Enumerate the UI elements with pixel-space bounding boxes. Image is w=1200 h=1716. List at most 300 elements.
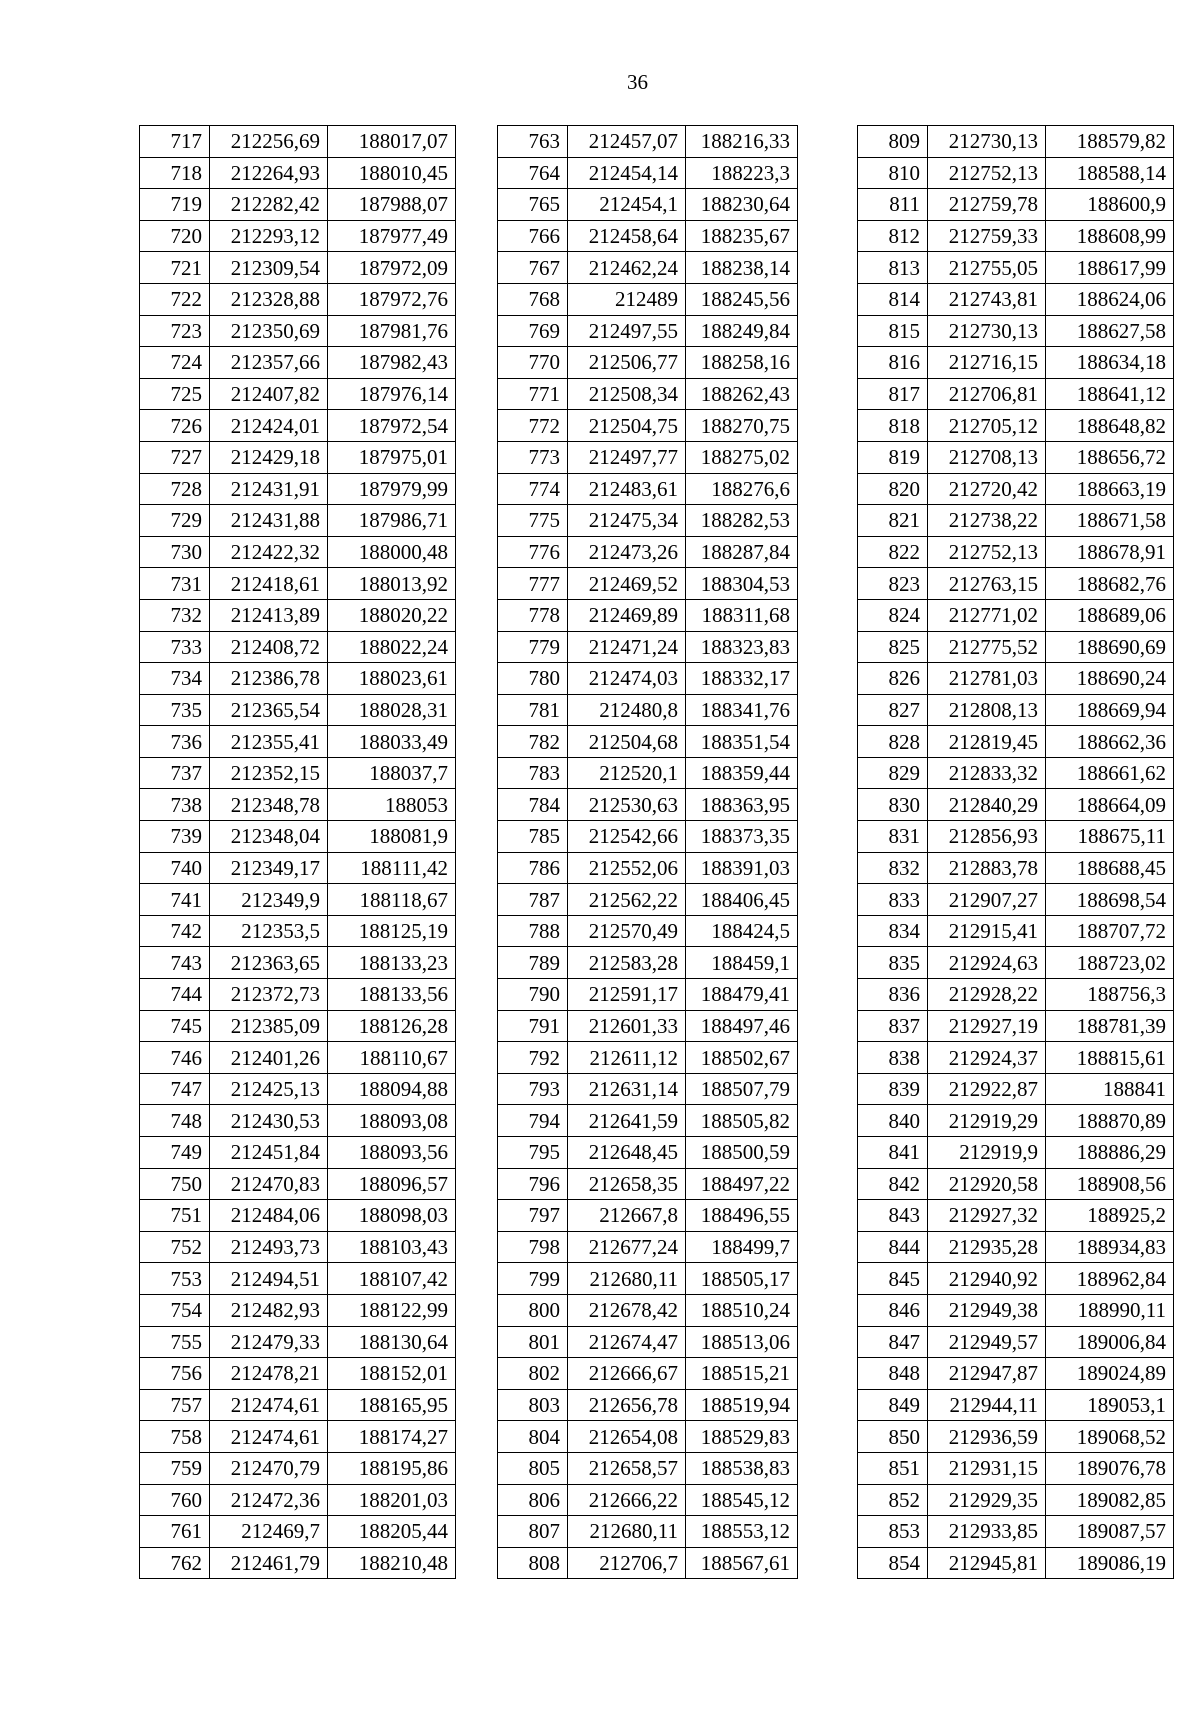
point-number-cell: 836 — [858, 979, 928, 1011]
y-coordinate-cell: 188479,41 — [686, 979, 798, 1011]
point-number-cell: 823 — [858, 568, 928, 600]
table-row — [498, 1326, 798, 1358]
point-number-cell: 839 — [858, 1073, 928, 1105]
table-row — [858, 947, 1174, 979]
table-row — [498, 220, 798, 252]
point-number-cell: 851 — [858, 1452, 928, 1484]
table-row — [140, 441, 456, 473]
table-row — [498, 1073, 798, 1105]
y-coordinate-cell: 188195,86 — [328, 1452, 456, 1484]
point-number-cell: 755 — [140, 1326, 210, 1358]
y-coordinate-cell: 188424,5 — [686, 915, 798, 947]
y-coordinate-cell: 188275,02 — [686, 441, 798, 473]
point-number-cell: 852 — [858, 1484, 928, 1516]
point-number-cell: 820 — [858, 473, 928, 505]
x-coordinate-cell: 212520,1 — [568, 757, 686, 789]
table-row — [140, 663, 456, 695]
point-number-cell: 833 — [858, 884, 928, 916]
table-row — [140, 1042, 456, 1074]
x-coordinate-cell: 212601,33 — [568, 1010, 686, 1042]
point-number-cell: 825 — [858, 631, 928, 663]
y-coordinate-cell: 188406,45 — [686, 884, 798, 916]
table-row — [140, 189, 456, 221]
table-row — [858, 821, 1174, 853]
table-row — [858, 1358, 1174, 1390]
point-number-cell: 776 — [498, 536, 568, 568]
point-number-cell: 738 — [140, 789, 210, 821]
point-number-cell: 744 — [140, 979, 210, 1011]
point-number-cell: 761 — [140, 1516, 210, 1548]
y-coordinate-cell: 187981,76 — [328, 315, 456, 347]
x-coordinate-cell: 212408,72 — [210, 631, 328, 663]
table-row — [140, 1294, 456, 1326]
x-coordinate-cell: 212716,15 — [928, 347, 1046, 379]
table-row — [858, 757, 1174, 789]
point-number-cell: 846 — [858, 1294, 928, 1326]
point-number-cell: 806 — [498, 1484, 568, 1516]
x-coordinate-cell: 212552,06 — [568, 852, 686, 884]
y-coordinate-cell: 188094,88 — [328, 1073, 456, 1105]
y-coordinate-cell: 188174,27 — [328, 1421, 456, 1453]
x-coordinate-cell: 212641,59 — [568, 1105, 686, 1137]
point-number-cell: 733 — [140, 631, 210, 663]
table-row — [498, 915, 798, 947]
point-number-cell: 724 — [140, 347, 210, 379]
x-coordinate-cell: 212759,78 — [928, 189, 1046, 221]
x-coordinate-cell: 212949,57 — [928, 1326, 1046, 1358]
x-coordinate-cell: 212819,45 — [928, 726, 1046, 758]
point-number-cell: 730 — [140, 536, 210, 568]
point-number-cell: 781 — [498, 694, 568, 726]
table-row — [498, 1358, 798, 1390]
table-row — [858, 505, 1174, 537]
table-row — [858, 1231, 1174, 1263]
y-coordinate-cell: 188497,22 — [686, 1168, 798, 1200]
y-coordinate-cell: 188093,08 — [328, 1105, 456, 1137]
x-coordinate-cell: 212763,15 — [928, 568, 1046, 600]
x-coordinate-cell: 212674,47 — [568, 1326, 686, 1358]
y-coordinate-cell: 187976,14 — [328, 378, 456, 410]
x-coordinate-cell: 212706,81 — [928, 378, 1046, 410]
table-row — [498, 663, 798, 695]
y-coordinate-cell: 188641,12 — [1046, 378, 1174, 410]
point-number-cell: 819 — [858, 441, 928, 473]
table-row — [498, 252, 798, 284]
table-row — [858, 1326, 1174, 1358]
table-row — [498, 410, 798, 442]
point-number-cell: 789 — [498, 947, 568, 979]
table-row — [498, 1200, 798, 1232]
x-coordinate-cell: 212328,88 — [210, 283, 328, 315]
x-coordinate-cell: 212489 — [568, 283, 686, 315]
y-coordinate-cell: 188093,56 — [328, 1137, 456, 1169]
table-row — [498, 1516, 798, 1548]
y-coordinate-cell: 188238,14 — [686, 252, 798, 284]
x-coordinate-cell: 212386,78 — [210, 663, 328, 695]
x-coordinate-cell: 212413,89 — [210, 599, 328, 631]
table-row — [140, 220, 456, 252]
point-number-cell: 768 — [498, 283, 568, 315]
y-coordinate-cell: 188513,06 — [686, 1326, 798, 1358]
y-coordinate-cell: 188098,03 — [328, 1200, 456, 1232]
y-coordinate-cell: 188363,95 — [686, 789, 798, 821]
point-number-cell: 765 — [498, 189, 568, 221]
y-coordinate-cell: 188689,06 — [1046, 599, 1174, 631]
point-number-cell: 799 — [498, 1263, 568, 1295]
x-coordinate-cell: 212945,81 — [928, 1547, 1046, 1579]
x-coordinate-cell: 212759,33 — [928, 220, 1046, 252]
y-coordinate-cell: 188500,59 — [686, 1137, 798, 1169]
y-coordinate-cell: 188130,64 — [328, 1326, 456, 1358]
point-number-cell: 771 — [498, 378, 568, 410]
table-row — [858, 1168, 1174, 1200]
y-coordinate-cell: 188210,48 — [328, 1547, 456, 1579]
point-number-cell: 798 — [498, 1231, 568, 1263]
x-coordinate-cell: 212775,52 — [928, 631, 1046, 663]
point-number-cell: 834 — [858, 915, 928, 947]
table-row — [498, 1137, 798, 1169]
y-coordinate-cell: 188634,18 — [1046, 347, 1174, 379]
point-number-cell: 794 — [498, 1105, 568, 1137]
x-coordinate-cell: 212631,14 — [568, 1073, 686, 1105]
x-coordinate-cell: 212497,55 — [568, 315, 686, 347]
x-coordinate-cell: 212919,29 — [928, 1105, 1046, 1137]
table-row — [498, 157, 798, 189]
y-coordinate-cell: 188391,03 — [686, 852, 798, 884]
x-coordinate-cell: 212470,83 — [210, 1168, 328, 1200]
x-coordinate-cell: 212530,63 — [568, 789, 686, 821]
point-number-cell: 780 — [498, 663, 568, 695]
y-coordinate-cell: 188017,07 — [328, 126, 456, 158]
x-coordinate-cell: 212363,65 — [210, 947, 328, 979]
y-coordinate-cell: 188122,99 — [328, 1294, 456, 1326]
table-row — [140, 1547, 456, 1579]
x-coordinate-cell: 212430,53 — [210, 1105, 328, 1137]
x-coordinate-cell: 212407,82 — [210, 378, 328, 410]
y-coordinate-cell: 188311,68 — [686, 599, 798, 631]
table-row — [858, 1010, 1174, 1042]
x-coordinate-cell: 212282,42 — [210, 189, 328, 221]
x-coordinate-cell: 212928,22 — [928, 979, 1046, 1011]
table-row — [140, 315, 456, 347]
table-row — [140, 1484, 456, 1516]
x-coordinate-cell: 212350,69 — [210, 315, 328, 347]
x-coordinate-cell: 212919,9 — [928, 1137, 1046, 1169]
table-row — [858, 789, 1174, 821]
x-coordinate-cell: 212425,13 — [210, 1073, 328, 1105]
y-coordinate-cell: 188020,22 — [328, 599, 456, 631]
point-number-cell: 791 — [498, 1010, 568, 1042]
y-coordinate-cell: 188201,03 — [328, 1484, 456, 1516]
x-coordinate-cell: 212493,73 — [210, 1231, 328, 1263]
y-coordinate-cell: 188028,31 — [328, 694, 456, 726]
table-row — [858, 1294, 1174, 1326]
table-row — [498, 789, 798, 821]
table-row — [498, 631, 798, 663]
y-coordinate-cell: 188588,14 — [1046, 157, 1174, 189]
y-coordinate-cell: 187972,54 — [328, 410, 456, 442]
x-coordinate-cell: 212458,64 — [568, 220, 686, 252]
x-coordinate-cell: 212471,24 — [568, 631, 686, 663]
x-coordinate-cell: 212680,11 — [568, 1516, 686, 1548]
point-number-cell: 847 — [858, 1326, 928, 1358]
x-coordinate-cell: 212730,13 — [928, 126, 1046, 158]
point-number-cell: 830 — [858, 789, 928, 821]
table-row — [140, 1010, 456, 1042]
y-coordinate-cell: 188934,83 — [1046, 1231, 1174, 1263]
y-coordinate-cell: 188107,42 — [328, 1263, 456, 1295]
coordinates-table-2 — [497, 125, 798, 1579]
point-number-cell: 728 — [140, 473, 210, 505]
table-row — [140, 631, 456, 663]
table-row — [858, 852, 1174, 884]
y-coordinate-cell: 188133,56 — [328, 979, 456, 1011]
table-row — [498, 568, 798, 600]
point-number-cell: 769 — [498, 315, 568, 347]
table-row — [858, 599, 1174, 631]
y-coordinate-cell: 188245,56 — [686, 283, 798, 315]
x-coordinate-cell: 212348,78 — [210, 789, 328, 821]
point-number-cell: 719 — [140, 189, 210, 221]
point-number-cell: 725 — [140, 378, 210, 410]
table-row — [140, 789, 456, 821]
point-number-cell: 850 — [858, 1421, 928, 1453]
x-coordinate-cell: 212771,02 — [928, 599, 1046, 631]
table-row — [140, 1137, 456, 1169]
point-number-cell: 840 — [858, 1105, 928, 1137]
table-row — [498, 536, 798, 568]
y-coordinate-cell: 188781,39 — [1046, 1010, 1174, 1042]
table-row — [140, 505, 456, 537]
table-row — [140, 852, 456, 884]
y-coordinate-cell: 188037,7 — [328, 757, 456, 789]
y-coordinate-cell: 188205,44 — [328, 1516, 456, 1548]
x-coordinate-cell: 212497,77 — [568, 441, 686, 473]
point-number-cell: 793 — [498, 1073, 568, 1105]
x-coordinate-cell: 212349,9 — [210, 884, 328, 916]
y-coordinate-cell: 188373,35 — [686, 821, 798, 853]
y-coordinate-cell: 188690,24 — [1046, 663, 1174, 695]
y-coordinate-cell: 188223,3 — [686, 157, 798, 189]
x-coordinate-cell: 212454,14 — [568, 157, 686, 189]
x-coordinate-cell: 212365,54 — [210, 694, 328, 726]
y-coordinate-cell: 188262,43 — [686, 378, 798, 410]
x-coordinate-cell: 212933,85 — [928, 1516, 1046, 1548]
table-row — [140, 915, 456, 947]
point-number-cell: 757 — [140, 1389, 210, 1421]
y-coordinate-cell: 189087,57 — [1046, 1516, 1174, 1548]
y-coordinate-cell: 188010,45 — [328, 157, 456, 189]
table-row — [140, 410, 456, 442]
point-number-cell: 797 — [498, 1200, 568, 1232]
x-coordinate-cell: 212431,91 — [210, 473, 328, 505]
page-number: 36 — [627, 70, 648, 94]
x-coordinate-cell: 212418,61 — [210, 568, 328, 600]
point-number-cell: 785 — [498, 821, 568, 853]
y-coordinate-cell: 188617,99 — [1046, 252, 1174, 284]
table-row — [498, 441, 798, 473]
x-coordinate-cell: 212730,13 — [928, 315, 1046, 347]
table-row — [858, 410, 1174, 442]
table-row — [140, 283, 456, 315]
x-coordinate-cell: 212424,01 — [210, 410, 328, 442]
table-row — [140, 1105, 456, 1137]
y-coordinate-cell: 188756,3 — [1046, 979, 1174, 1011]
y-coordinate-cell: 187982,43 — [328, 347, 456, 379]
x-coordinate-cell: 212349,17 — [210, 852, 328, 884]
point-number-cell: 718 — [140, 157, 210, 189]
point-number-cell: 734 — [140, 663, 210, 695]
y-coordinate-cell: 188656,72 — [1046, 441, 1174, 473]
y-coordinate-cell: 188962,84 — [1046, 1263, 1174, 1295]
x-coordinate-cell: 212840,29 — [928, 789, 1046, 821]
table-row — [858, 1105, 1174, 1137]
point-number-cell: 729 — [140, 505, 210, 537]
x-coordinate-cell: 212935,28 — [928, 1231, 1046, 1263]
y-coordinate-cell: 188675,11 — [1046, 821, 1174, 853]
y-coordinate-cell: 188152,01 — [328, 1358, 456, 1390]
point-number-cell: 804 — [498, 1421, 568, 1453]
table-row — [140, 1516, 456, 1548]
x-coordinate-cell: 212667,8 — [568, 1200, 686, 1232]
table-row — [498, 1168, 798, 1200]
point-number-cell: 759 — [140, 1452, 210, 1484]
x-coordinate-cell: 212348,04 — [210, 821, 328, 853]
table-row — [140, 126, 456, 158]
x-coordinate-cell: 212743,81 — [928, 283, 1046, 315]
x-coordinate-cell: 212927,19 — [928, 1010, 1046, 1042]
x-coordinate-cell: 212457,07 — [568, 126, 686, 158]
table-row — [140, 378, 456, 410]
x-coordinate-cell: 212924,37 — [928, 1042, 1046, 1074]
y-coordinate-cell: 188165,95 — [328, 1389, 456, 1421]
y-coordinate-cell: 188662,36 — [1046, 726, 1174, 758]
y-coordinate-cell: 188841 — [1046, 1073, 1174, 1105]
table-row — [140, 157, 456, 189]
table-row — [498, 979, 798, 1011]
point-number-cell: 737 — [140, 757, 210, 789]
point-number-cell: 805 — [498, 1452, 568, 1484]
table-row — [498, 1389, 798, 1421]
y-coordinate-cell: 188567,61 — [686, 1547, 798, 1579]
point-number-cell: 848 — [858, 1358, 928, 1390]
x-coordinate-cell: 212474,61 — [210, 1389, 328, 1421]
point-number-cell: 853 — [858, 1516, 928, 1548]
table-row — [858, 1452, 1174, 1484]
table-row — [498, 347, 798, 379]
table-row — [498, 726, 798, 758]
x-coordinate-cell: 212648,45 — [568, 1137, 686, 1169]
y-coordinate-cell: 187975,01 — [328, 441, 456, 473]
y-coordinate-cell: 188553,12 — [686, 1516, 798, 1548]
y-coordinate-cell: 188249,84 — [686, 315, 798, 347]
x-coordinate-cell: 212656,78 — [568, 1389, 686, 1421]
point-number-cell: 813 — [858, 252, 928, 284]
coordinates-table-1 — [139, 125, 456, 1579]
point-number-cell: 790 — [498, 979, 568, 1011]
point-number-cell: 767 — [498, 252, 568, 284]
point-number-cell: 801 — [498, 1326, 568, 1358]
y-coordinate-cell: 188351,54 — [686, 726, 798, 758]
x-coordinate-cell: 212478,21 — [210, 1358, 328, 1390]
point-number-cell: 764 — [498, 157, 568, 189]
point-number-cell: 750 — [140, 1168, 210, 1200]
point-number-cell: 828 — [858, 726, 928, 758]
table-row — [140, 884, 456, 916]
table-row — [858, 979, 1174, 1011]
y-coordinate-cell: 188126,28 — [328, 1010, 456, 1042]
point-number-cell: 845 — [858, 1263, 928, 1295]
x-coordinate-cell: 212472,36 — [210, 1484, 328, 1516]
y-coordinate-cell: 188110,67 — [328, 1042, 456, 1074]
point-number-cell: 741 — [140, 884, 210, 916]
point-number-cell: 736 — [140, 726, 210, 758]
x-coordinate-cell: 212431,88 — [210, 505, 328, 537]
table-row — [858, 1042, 1174, 1074]
point-number-cell: 760 — [140, 1484, 210, 1516]
point-number-cell: 723 — [140, 315, 210, 347]
point-number-cell: 782 — [498, 726, 568, 758]
y-coordinate-cell: 188497,46 — [686, 1010, 798, 1042]
point-number-cell: 727 — [140, 441, 210, 473]
x-coordinate-cell: 212940,92 — [928, 1263, 1046, 1295]
x-coordinate-cell: 212504,75 — [568, 410, 686, 442]
y-coordinate-cell: 188096,57 — [328, 1168, 456, 1200]
table-row — [858, 473, 1174, 505]
y-coordinate-cell: 188270,75 — [686, 410, 798, 442]
point-number-cell: 770 — [498, 347, 568, 379]
y-coordinate-cell: 188648,82 — [1046, 410, 1174, 442]
x-coordinate-cell: 212470,79 — [210, 1452, 328, 1484]
x-coordinate-cell: 212401,26 — [210, 1042, 328, 1074]
y-coordinate-cell: 188022,24 — [328, 631, 456, 663]
table-row — [498, 1231, 798, 1263]
table-row — [858, 726, 1174, 758]
point-number-cell: 720 — [140, 220, 210, 252]
x-coordinate-cell: 212781,03 — [928, 663, 1046, 695]
table-row — [858, 1137, 1174, 1169]
y-coordinate-cell: 188125,19 — [328, 915, 456, 947]
point-number-cell: 731 — [140, 568, 210, 600]
y-coordinate-cell: 188133,23 — [328, 947, 456, 979]
point-number-cell: 775 — [498, 505, 568, 537]
y-coordinate-cell: 188698,54 — [1046, 884, 1174, 916]
y-coordinate-cell: 188579,82 — [1046, 126, 1174, 158]
point-number-cell: 803 — [498, 1389, 568, 1421]
table-row — [858, 126, 1174, 158]
x-coordinate-cell: 212385,09 — [210, 1010, 328, 1042]
table-row — [498, 1263, 798, 1295]
x-coordinate-cell: 212752,13 — [928, 536, 1046, 568]
x-coordinate-cell: 212924,63 — [928, 947, 1046, 979]
y-coordinate-cell: 188886,29 — [1046, 1137, 1174, 1169]
point-number-cell: 816 — [858, 347, 928, 379]
table-row — [140, 1200, 456, 1232]
y-coordinate-cell: 188111,42 — [328, 852, 456, 884]
x-coordinate-cell: 212708,13 — [928, 441, 1046, 473]
table-row — [858, 378, 1174, 410]
point-number-cell: 749 — [140, 1137, 210, 1169]
x-coordinate-cell: 212920,58 — [928, 1168, 1046, 1200]
x-coordinate-cell: 212355,41 — [210, 726, 328, 758]
x-coordinate-cell: 212883,78 — [928, 852, 1046, 884]
x-coordinate-cell: 212469,7 — [210, 1516, 328, 1548]
point-number-cell: 800 — [498, 1294, 568, 1326]
x-coordinate-cell: 212929,35 — [928, 1484, 1046, 1516]
table-row — [140, 1326, 456, 1358]
table-row — [498, 1105, 798, 1137]
y-coordinate-cell: 188990,11 — [1046, 1294, 1174, 1326]
